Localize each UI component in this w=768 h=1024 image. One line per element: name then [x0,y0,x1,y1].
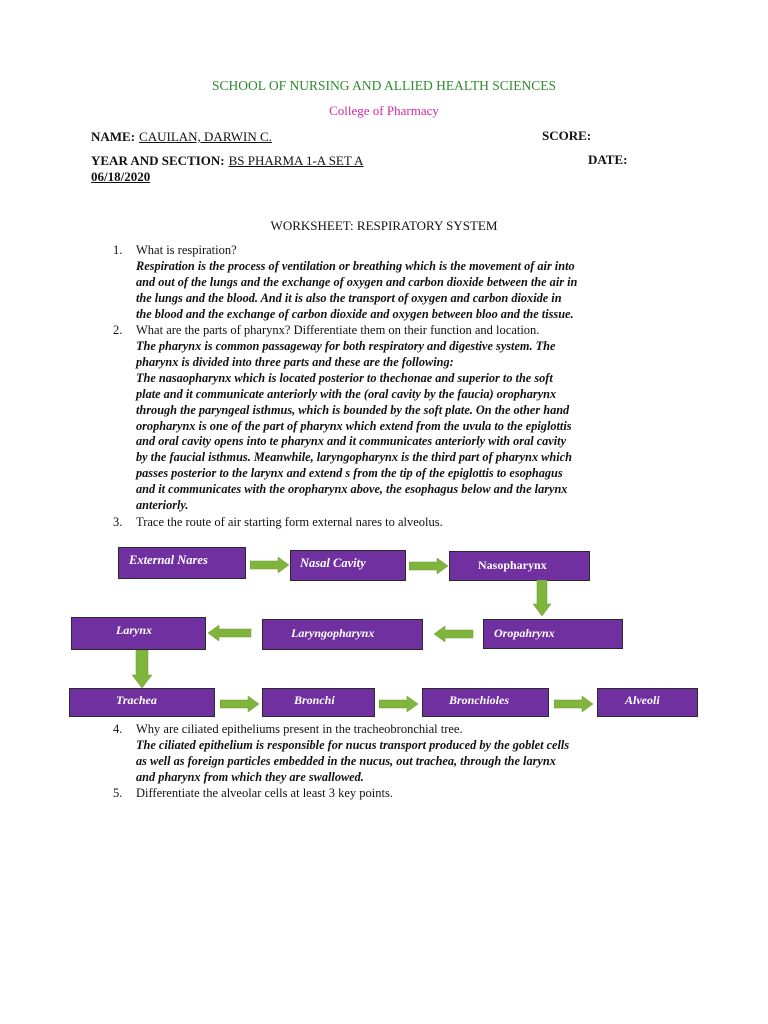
question-number: 5. [113,786,123,800]
arrow-left-icon [208,625,252,641]
year-label: YEAR AND SECTION: [91,153,225,168]
flow-box-oropharynx: Oropahrynx [483,619,623,649]
name-row [91,128,272,146]
flow-box-external-nares: External Nares [118,547,246,579]
question-text: Why are ciliated epitheliums present in the tracheobronchial tree. [136,722,463,736]
question-number: 4. [113,722,123,736]
question-text: What is respiration? [136,243,237,257]
score-label: SCORE: [542,128,592,143]
answer-line: and it communicates with the oropharynx above, the esophagus below and the larynx [136,482,568,497]
answer [136,339,681,514]
year-value: BS PHARMA 1-A SET A [228,153,364,168]
answer-line: The ciliated epithelium is responsible for nucus transport produced by the goblet cells [136,738,570,752]
year-row [91,152,402,170]
school-name: SCHOOL OF NURSING AND ALLIED HEALTH SCIENCES [211,78,557,93]
answer-line: oropharynx is one of the part of pharynx which extend from the uvula to the epiglottis [136,418,572,433]
answer-line: passes posterior to the larynx and extend s from the tip of the epiglottis to esophagus [136,466,563,481]
answer-line: The nasaopharynx which is located posterior to thechonae and superior to the soft [136,370,553,385]
flow-box-nasal-cavity: Nasal Cavity [290,550,406,581]
answer [136,259,681,323]
answer-line: as well as foreign particles embedded in the nucus, out trachea, through the larynx [136,753,556,768]
answer-line: and pharynx from which they are swallowed. [136,769,364,784]
answer-line: The pharynx is common passageway for both respiratory and digestive system. The [136,339,556,353]
question-text: What are the parts of pharynx? Differentiate them on their function and location. [136,323,540,337]
question-text: Differentiate the alveolar cells at least 3 key points. [136,786,393,800]
flow-box-bronchi: Bronchi [262,688,375,717]
answer [136,738,681,786]
name-label: NAME: [91,129,136,144]
answer-line: and oral cavity opens into te pharynx and it communicates anteriorly with oral cavity [136,434,567,449]
question-number: 3. [113,515,123,529]
question-number: 1. [113,243,123,257]
arrow-right-icon [379,696,419,712]
date-value: 06/18/2020 [91,169,151,184]
arrow-down-icon [533,580,551,616]
flow-box-nasopharynx: Nasopharynx [449,551,590,581]
flow-box-bronchioles: Bronchioles [422,688,549,717]
answer-line: plate and it communicate anteriorly with the (oral cavity by the faucia) oropharynx [136,386,557,401]
college-name: College of Pharmacy [329,103,439,118]
worksheet-title: WORKSHEET: RESPIRATORY SYSTEM [270,218,498,233]
answer-line: Respiration is the process of ventilation or breathing which is the movement of air into [136,259,575,273]
question-text: Trace the route of air starting form external nares to alveolus. [136,515,443,529]
arrow-right-icon [554,696,594,712]
arrow-right-icon [409,558,449,574]
flow-box-trachea: Trachea [69,688,215,717]
answer-line: anteriorly. [136,498,189,513]
date-label: DATE: [588,152,628,167]
name-value: CAUILAN, DARWIN C. [139,129,272,144]
answer-line: the lungs and the blood. And it is also the transport of oxygen and carbon dioxide in [136,290,562,305]
question-number: 2. [113,323,123,337]
flow-box-larynx: Larynx [71,617,206,650]
flow-box-laryngopharynx: Laryngopharynx [262,619,423,650]
arrow-down-icon [132,650,152,688]
answer-line: pharynx is divided into three parts and these are the following: [136,354,454,369]
answer-line: the blood and the exchange of carbon dioxide and oxygen between bloo and the tissue. [136,306,574,321]
arrow-left-icon [434,626,474,642]
arrow-right-icon [250,557,290,573]
answer-line: by the faucial isthmus. Meanwhile, laryngopharynx is the third part of pharynx which [136,450,572,465]
answer-line: and out of the lungs and the exchange of oxygen and carbon dioxide between the air in [136,274,578,289]
arrow-right-icon [220,696,260,712]
answer-line: through the paryngeal isthmus, which is bounded by the soft plate. On the other hand [136,402,570,417]
flow-box-alveoli: Alveoli [597,688,698,717]
